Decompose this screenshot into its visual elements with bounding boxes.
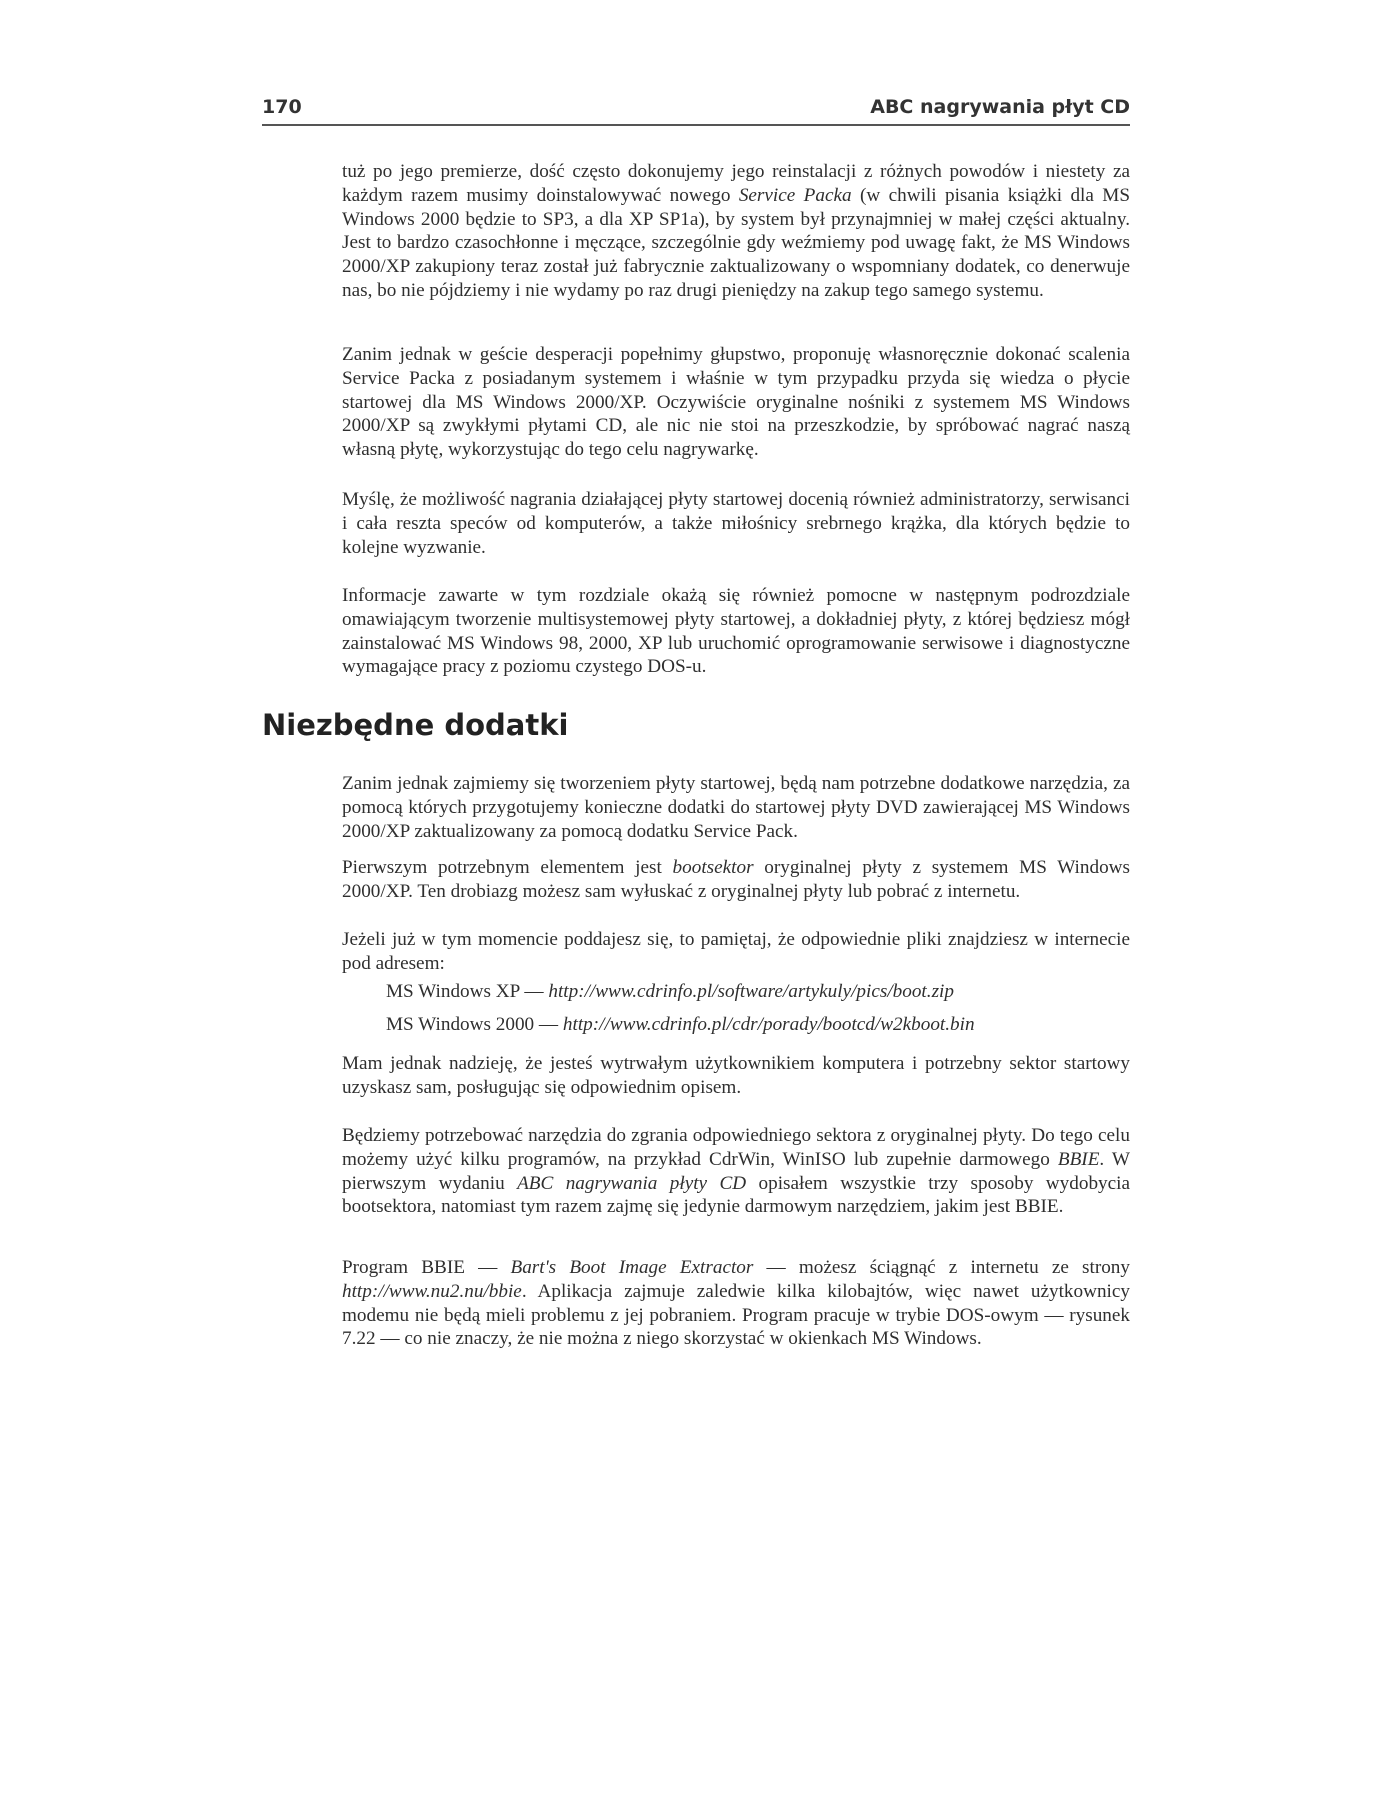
book-title: ABC nagrywania płyt CD (870, 96, 1130, 118)
section-paragraph-5-italic-bbie: BBIE (1057, 1148, 1100, 1170)
paragraph-1-italic: Service Packa (738, 184, 852, 206)
url-line-2000 (386, 1013, 975, 1037)
section-paragraph-5-text: Będziemy potrzebować narzędzia do zgrania odpowiedniego sektora z oryginalnej płyty. Do tego celu możemy użyć kilku programów, na przykład CdrWin, WinISO lub zupełnie darmowego (342, 1125, 1130, 1170)
url-link-xp[interactable]: http://www.cdrinfo.pl/software/artykuly/pics/boot.zip (548, 981, 954, 1002)
paragraph-3-text: Myślę, że możliwość nagrania działającej płyty startowej docenią również administratorzy, serwisanci i cała reszta speców od komputerów, a także miłośnicy srebrnego krążka, dla których będzie to kolejne wyzwanie. (342, 489, 1130, 558)
paragraph-1-text: tuż po jego premierze, dość często dokonujemy jego reinstalacji z różnych powodów i niestety za każdym razem musimy doinstalowywać nowego (342, 161, 1130, 206)
bbie-url-link[interactable]: http://www.nu2.nu/bbie (342, 1280, 522, 1302)
section-paragraph-5 (342, 1124, 1130, 1219)
section-paragraph-5-end: opisałem wszystkie trzy sposoby wydobycia bootsektora, natomiast tym razem zajmę się jedynie darmowym narzędziem, jakim jest BBIE. (342, 1172, 1131, 1218)
section-paragraph-6-mid: — możesz ściągnąć z internetu ze strony (753, 1257, 1130, 1278)
url-label-xp: MS Windows XP — (386, 981, 549, 1002)
url-line-xp (386, 980, 954, 1004)
section-heading: Niezbędne dodatki (262, 708, 569, 742)
section-paragraph-2-italic: bootsektor (672, 857, 754, 878)
section-paragraph-6-end: . Aplikacja zajmuje zaledwie kilka kilobajtów, więc nawet użytkownicy modemu nie będą mieli problemu z jej pobraniem. Program pracuje w trybie DOS-owym — rysunek 7.22 — co nie znaczy, że nie można z niego skorzystać w okienkach MS Windows. (342, 1280, 1130, 1350)
paragraph-2 (342, 343, 1130, 462)
section-paragraph-2 (342, 856, 1130, 904)
section-paragraph-2-end: oryginalnej płyty z systemem MS Windows 2000/XP. Ten drobiazg możesz sam wyłuskać z oryginalnej płyty lub pobrać z internetu. (342, 857, 1130, 902)
section-paragraph-1-text: Zanim jednak zajmiemy się tworzeniem płyty startowej, będą nam potrzebne dodatkowe narzędzia, za pomocą których przygotujemy konieczne dodatki do startowej płyty DVD zawierającej MS Windows 2000/XP zaktualizowany za pomocą dodatku Service Pack. (342, 773, 1130, 842)
section-paragraph-4 (342, 1052, 1130, 1100)
paragraph-4 (342, 584, 1130, 679)
section-paragraph-4-text: Mam jednak nadzieję, że jesteś wytrwałym użytkownikiem komputera i potrzebny sektor startowy uzyskasz sam, posługując się odpowiednim opisem. (342, 1053, 1130, 1098)
paragraph-2-text: Zanim jednak w geście desperacji popełnimy głupstwo, proponuję własnoręcznie dokonać scalenia Service Packa z posiadanym systemem i właśnie w tym przypadku przyda się wiedza o płycie startowej dla MS Windows 2000/XP. Oczywiście oryginalne nośniki z systemem MS Windows 2000/XP są zwykłymi płytami CD, ale nic nie stoi na przeszkodzie, by spróbować nagrać naszą własną płytę, wykorzystując do tego celu nagrywarkę. (342, 344, 1130, 461)
url-link-2000[interactable]: http://www.cdrinfo.pl/cdr/porady/bootcd/w2kboot.bin (562, 1014, 975, 1035)
url-label-2000: MS Windows 2000 — (386, 1014, 563, 1035)
section-paragraph-6-italic-name: Bart's Boot Image Extractor (510, 1257, 754, 1278)
paragraph-1-end: (w chwili pisania książki dla MS Windows 2000 będzie to SP3, a dla XP SP1a), by system był przynajmniej w małej części aktualny. Jest to bardzo czasochłonne i męczące, szczególnie gdy weźmiemy pod uwagę fakt, że MS Windows 2000/XP zakupiony teraz został już fabrycznie zaktualizowany o wspomniany dodatek, co denerwuje nas, bo nie pójdziemy i nie wydamy po raz drugi pieniędzy na zakup tego samego systemu. (342, 184, 1130, 301)
section-paragraph-6 (342, 1256, 1130, 1351)
section-paragraph-5-mid: . W pierwszym wydaniu (342, 1148, 1130, 1194)
paragraph-4-text: Informacje zawarte w tym rozdziale okażą się również pomocne w następnym podrozdziale omawiającym tworzenie multisystemowej płyty startowej, a dokładniej płyty, z której będziesz mógł zainstalować MS Windows 98, 2000, XP lub uruchomić oprogramowanie serwisowe i diagnostyczne wymagające pracy z poziomu czystego DOS-u. (342, 585, 1130, 678)
paragraph-3 (342, 488, 1130, 559)
section-paragraph-5-italic-book: ABC nagrywania płyty CD (517, 1172, 747, 1194)
section-paragraph-1 (342, 772, 1130, 843)
section-paragraph-6-text: Program BBIE — (342, 1257, 511, 1278)
section-paragraph-3 (342, 928, 1130, 976)
page-number: 170 (262, 96, 302, 118)
paragraph-1 (342, 160, 1130, 303)
section-paragraph-2-text: Pierwszym potrzebnym elementem jest (342, 857, 673, 878)
section-paragraph-3-text: Jeżeli już w tym momencie poddajesz się, to pamiętaj, że odpowiednie pliki znajdziesz w internecie pod adresem: (342, 929, 1130, 974)
running-head (262, 96, 1130, 126)
